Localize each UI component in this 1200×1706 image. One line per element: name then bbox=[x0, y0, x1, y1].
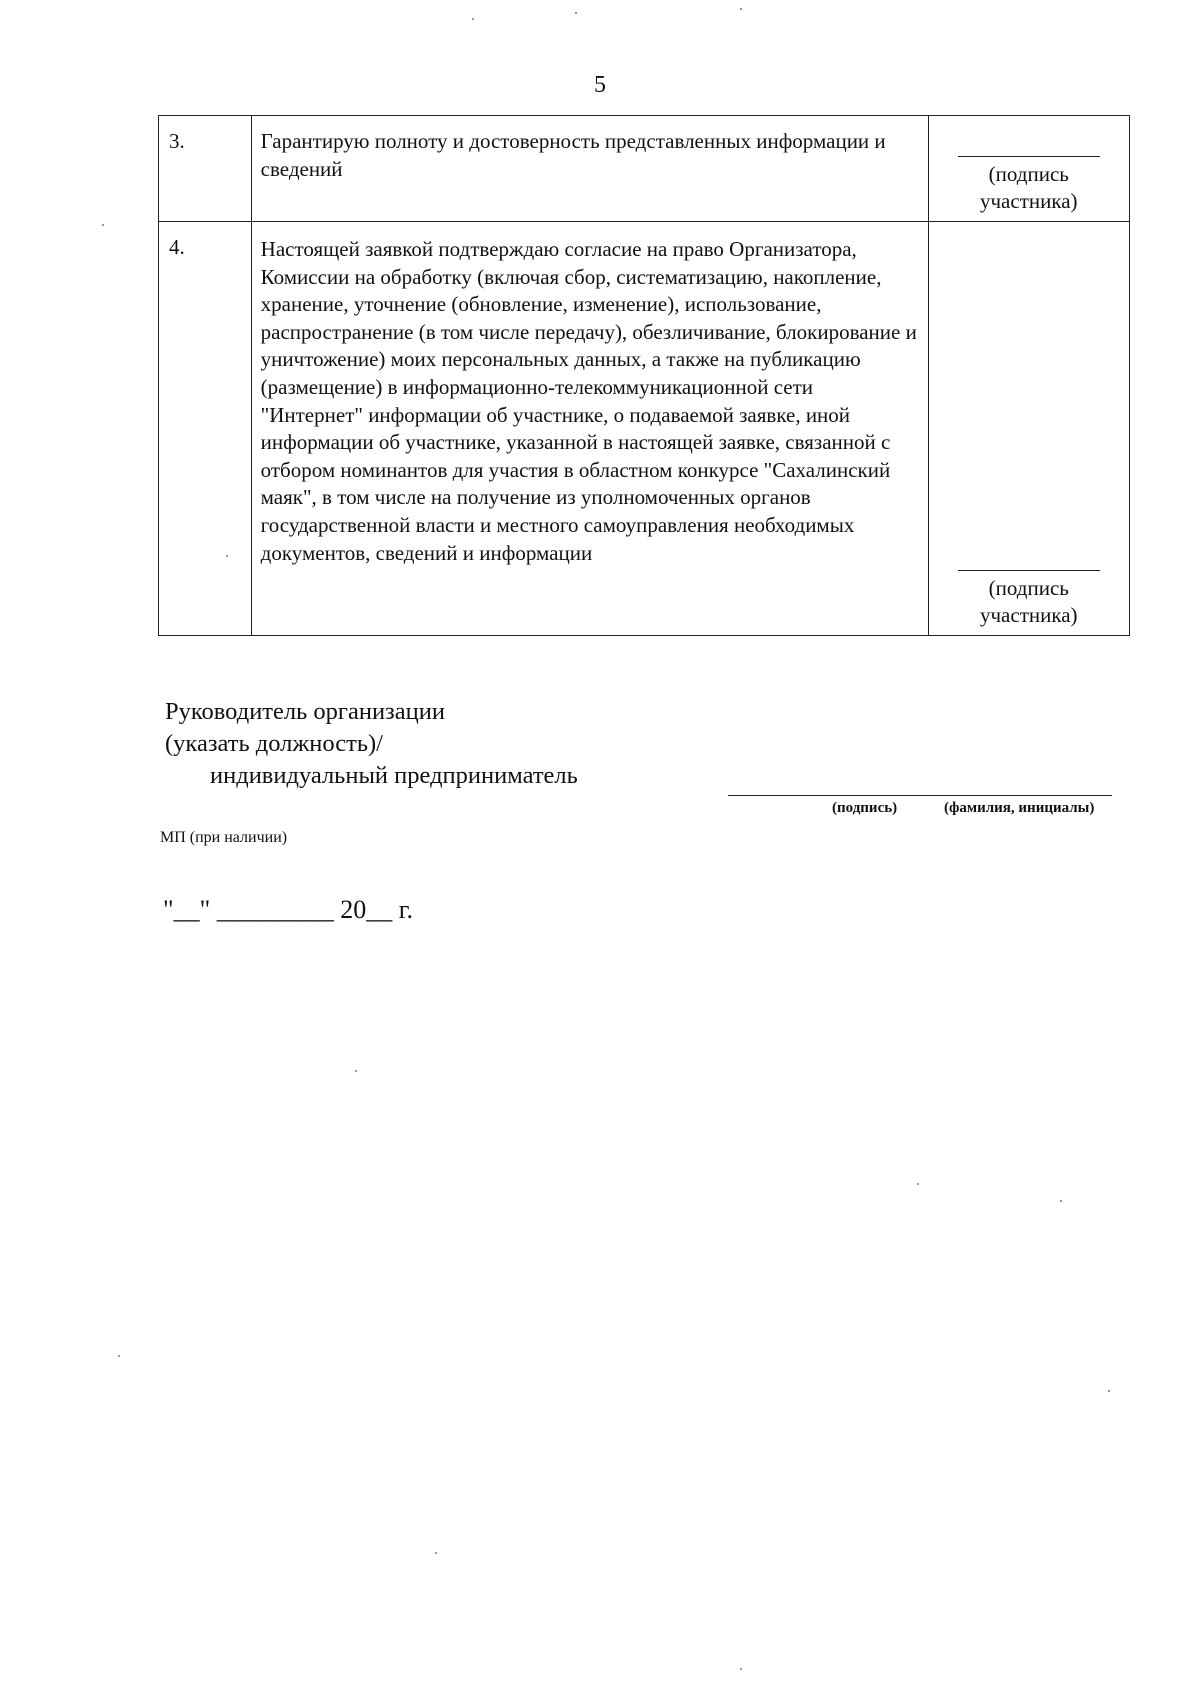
row-text: Гарантирую полноту и достоверность представленных информации и сведений bbox=[251, 116, 928, 222]
signer-title-line1: Руководитель организации bbox=[165, 698, 445, 725]
signature-block bbox=[929, 156, 1129, 215]
row-number: 4. bbox=[159, 222, 252, 636]
scan-speck bbox=[740, 1668, 742, 1670]
scan-speck bbox=[435, 1552, 437, 1554]
consent-table bbox=[158, 115, 1130, 636]
table-row bbox=[159, 222, 1130, 636]
date-line: "__" _________ 20__ г. bbox=[163, 895, 413, 924]
signature-line bbox=[958, 570, 1100, 571]
scan-speck bbox=[102, 224, 104, 226]
signer-signature-line bbox=[728, 795, 1112, 796]
scan-speck bbox=[575, 12, 577, 14]
signature-caption-line1: (подпись bbox=[988, 576, 1069, 600]
page-number: 5 bbox=[594, 72, 606, 98]
caption-signature: (подпись) bbox=[832, 800, 898, 816]
signature-caption-line1: (подпись bbox=[988, 162, 1069, 186]
signer-title-line2: (указать должность)/ bbox=[165, 730, 383, 757]
signature-line bbox=[958, 156, 1100, 157]
signature-caption-line2: участника) bbox=[979, 603, 1078, 627]
scan-speck bbox=[1060, 1200, 1062, 1202]
scan-speck bbox=[355, 1070, 357, 1072]
scan-speck bbox=[740, 8, 742, 10]
signature-caption bbox=[964, 161, 1094, 215]
row-number: 3. bbox=[159, 116, 252, 222]
scan-speck bbox=[917, 1183, 919, 1185]
scan-speck bbox=[226, 555, 228, 557]
signature-cell bbox=[928, 222, 1129, 636]
signature-cell bbox=[928, 116, 1129, 222]
scan-speck bbox=[472, 18, 474, 20]
signer-title-line3: индивидуальный предприниматель bbox=[210, 762, 578, 789]
stamp-note: МП (при наличии) bbox=[160, 829, 288, 846]
table-row bbox=[159, 116, 1130, 222]
signature-caption bbox=[964, 575, 1094, 629]
signature-block bbox=[929, 570, 1129, 629]
signer-title-block bbox=[165, 696, 578, 792]
scan-speck bbox=[1108, 1390, 1110, 1392]
signature-caption-line2: участника) bbox=[979, 189, 1078, 213]
caption-name: (фамилия, инициалы) bbox=[944, 800, 1095, 816]
row-text: Настоящей заявкой подтверждаю согласие на право Организатора, Комиссии на обработку (включая сбор, систематизацию, накопление, хранение, уточнение (обновление, изменение), использование, распространение (в том числе передачу), обезличивание, блокирование и уничтожение) моих персональных данных, а также на публикацию (размещение) в информационно-телекоммуникационной сети "Интернет" информации об участнике, о подаваемой заявке, иной информации об участнике, указанной в настоящей заявке, связанной с отбором номинантов для участия в областном конкурсе "Сахалинский маяк", в том числе на получение из уполномоченных органов государственной власти и местного самоуправления необходимых документов, сведений и информации bbox=[251, 222, 928, 636]
scan-speck bbox=[118, 1355, 120, 1357]
